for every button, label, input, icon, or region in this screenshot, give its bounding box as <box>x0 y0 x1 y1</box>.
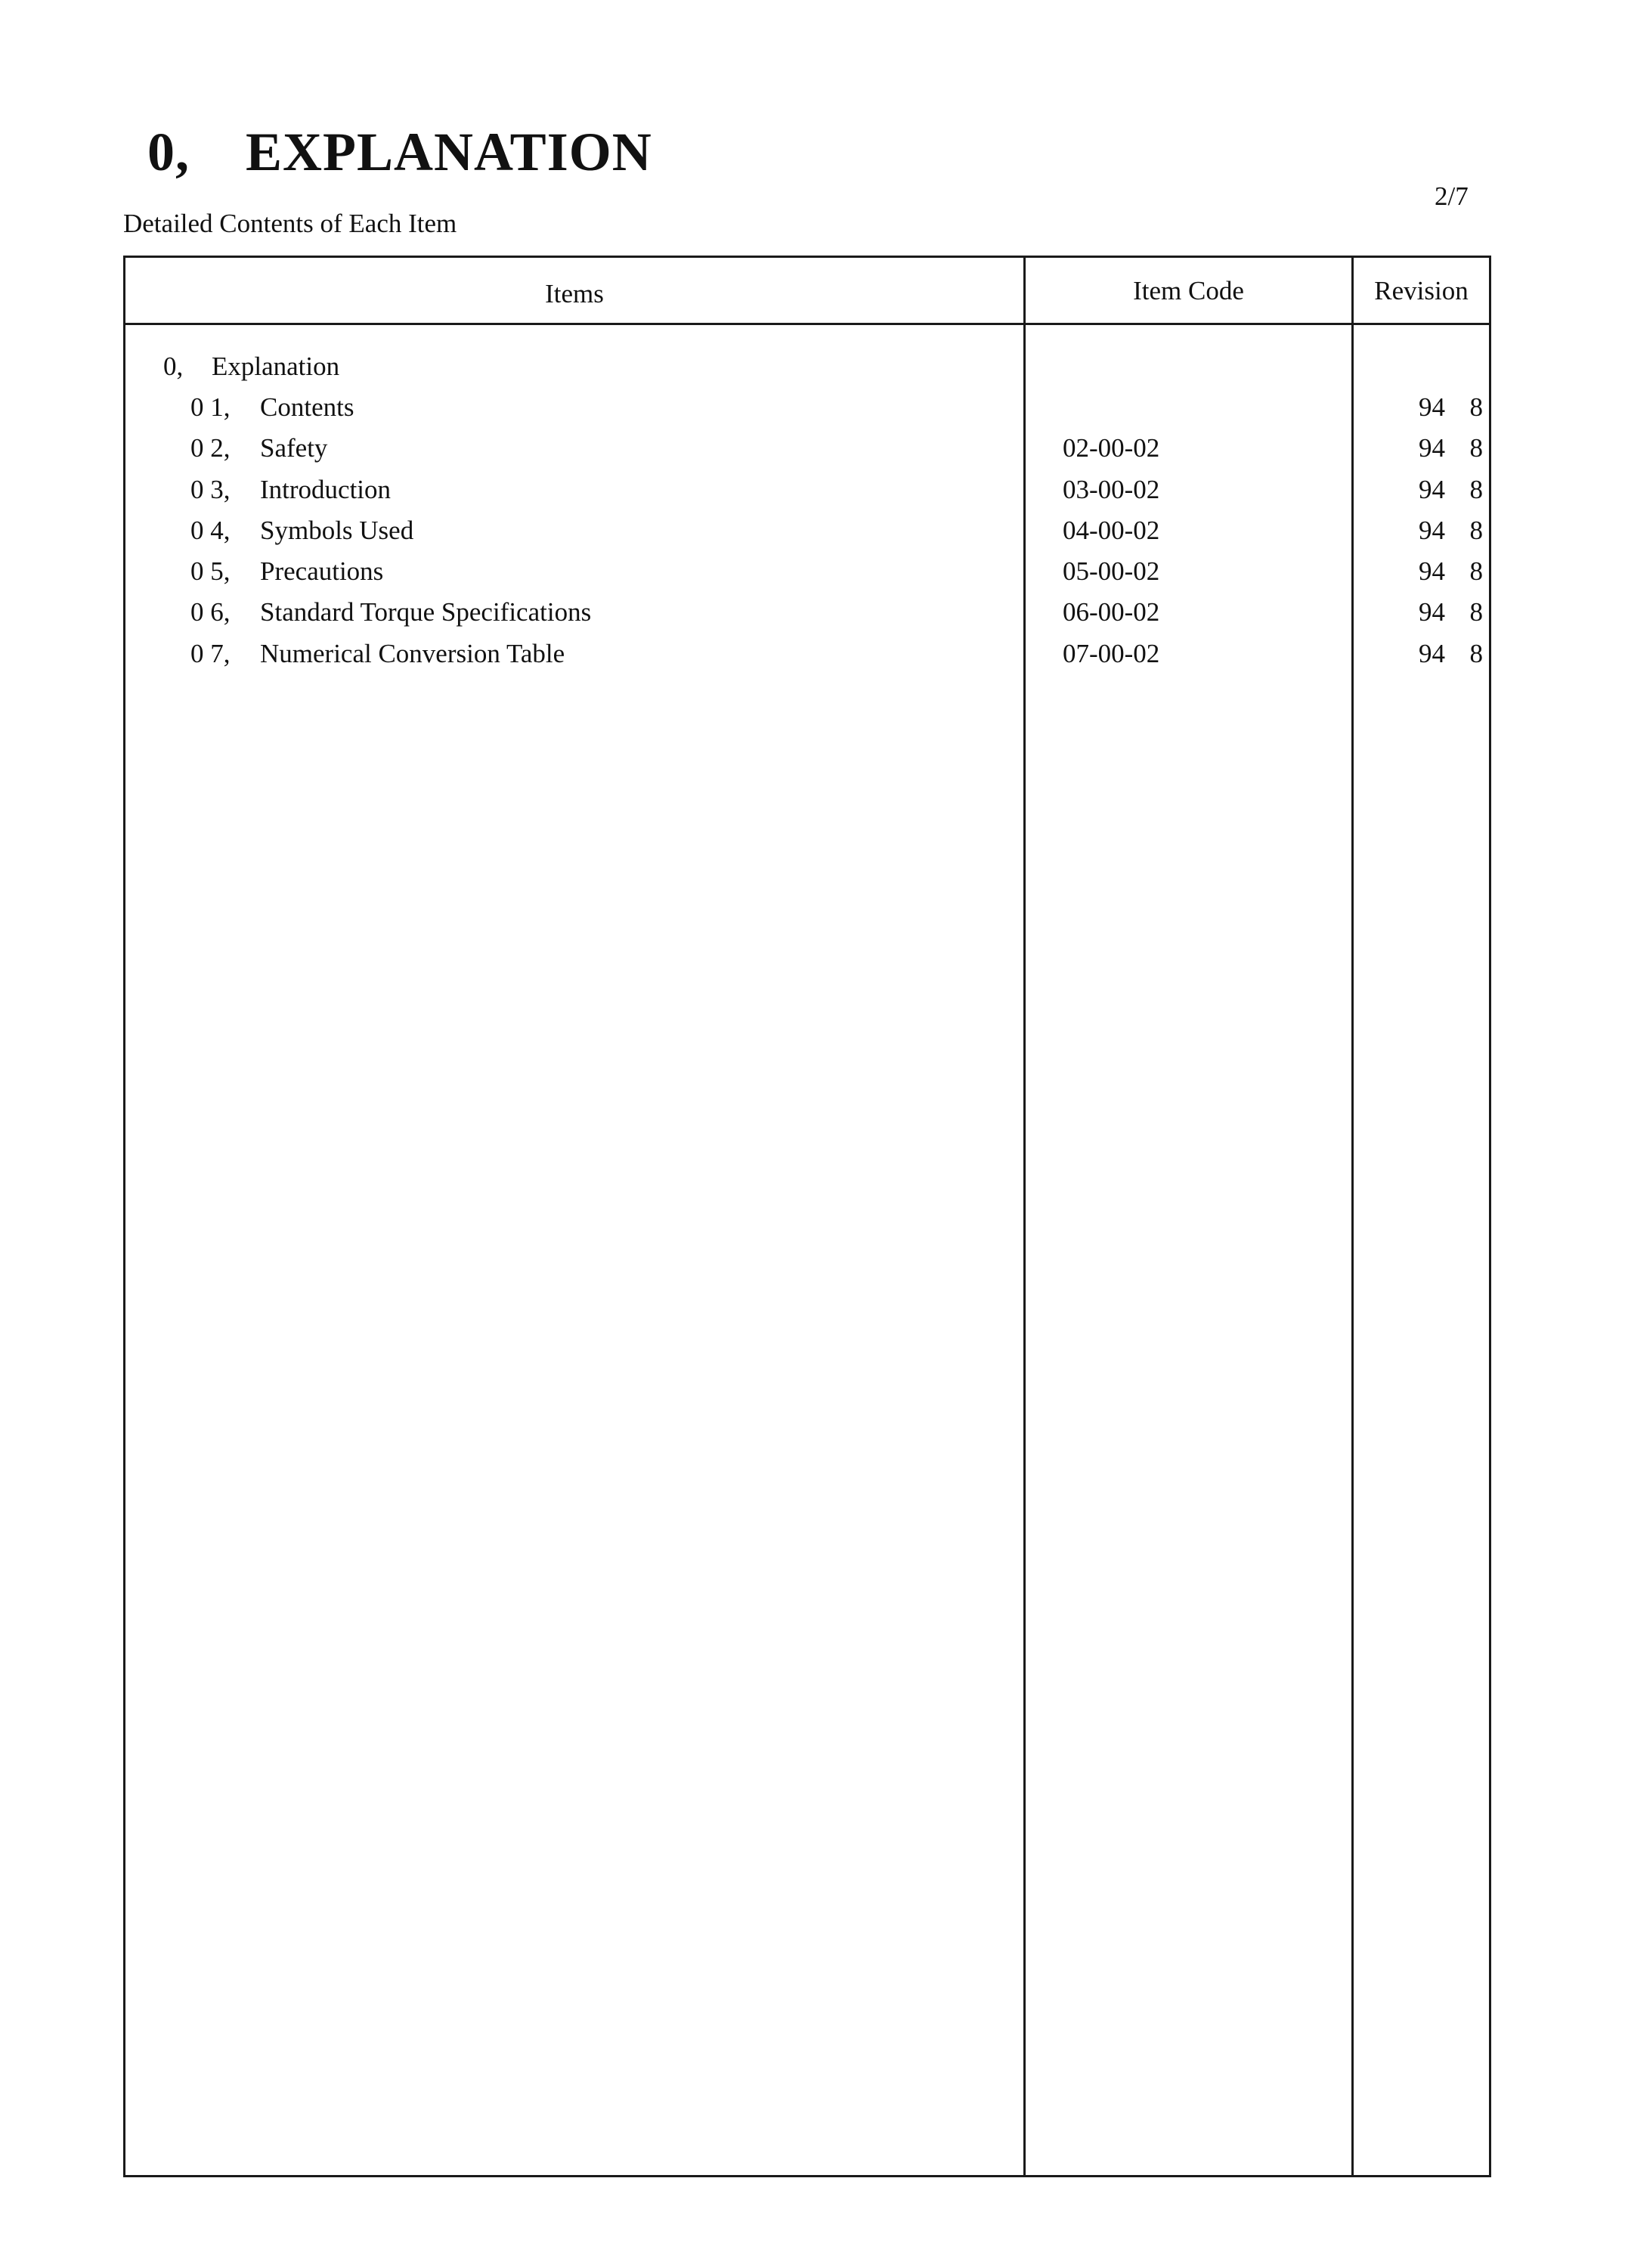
row-index: 0 5, <box>190 556 231 586</box>
row-revision-month: 8 <box>1469 475 1483 504</box>
row-item-code: 04-00-02 <box>1063 516 1160 545</box>
group-label: Explanation <box>212 352 340 381</box>
row-revision-year: 94 <box>1419 516 1445 545</box>
section-title-text: EXPLANATION <box>246 122 652 182</box>
page-subtitle: Detailed Contents of Each Item <box>123 209 457 238</box>
header-divider <box>125 323 1489 325</box>
row-item-code: 06-00-02 <box>1063 597 1160 627</box>
row-index: 0 2, <box>190 433 231 463</box>
table-row <box>125 392 1489 433</box>
row-index: 0 6, <box>190 597 231 627</box>
row-label: Numerical Conversion Table <box>260 639 565 668</box>
column-header-items: Items <box>545 279 604 308</box>
section-number: 0, <box>147 122 190 182</box>
row-index: 0 4, <box>190 516 231 545</box>
row-revision-month: 8 <box>1469 392 1483 422</box>
table-row <box>125 475 1489 516</box>
row-label: Contents <box>260 392 354 422</box>
table-row <box>125 639 1489 680</box>
row-item-code: 02-00-02 <box>1063 433 1160 463</box>
row-label: Standard Torque Specifications <box>260 597 592 627</box>
table-row <box>125 433 1489 474</box>
row-revision-year: 94 <box>1419 475 1445 504</box>
row-index: 0 1, <box>190 392 231 422</box>
row-item-code: 03-00-02 <box>1063 475 1160 504</box>
row-revision-month: 8 <box>1469 516 1483 545</box>
row-label: Symbols Used <box>260 516 414 545</box>
row-revision-year: 94 <box>1419 433 1445 463</box>
column-header-item-code: Item Code <box>1133 276 1244 305</box>
row-revision-month: 8 <box>1469 639 1483 668</box>
row-index: 0 7, <box>190 639 231 668</box>
row-index: 0 3, <box>190 475 231 504</box>
row-revision-month: 8 <box>1469 597 1483 627</box>
row-item-code: 07-00-02 <box>1063 639 1160 668</box>
row-label: Introduction <box>260 475 392 504</box>
row-label: Safety <box>260 433 328 463</box>
row-item-code: 05-00-02 <box>1063 556 1160 586</box>
row-revision-year: 94 <box>1419 556 1445 586</box>
row-revision-month: 8 <box>1469 433 1483 463</box>
row-revision-year: 94 <box>1419 597 1445 627</box>
table-row <box>125 556 1489 597</box>
table-row <box>125 597 1489 638</box>
section-title <box>147 121 652 184</box>
row-label: Precautions <box>260 556 384 586</box>
row-revision-year: 94 <box>1419 392 1445 422</box>
table-row <box>125 516 1489 556</box>
column-header-revision: Revision <box>1374 276 1469 305</box>
group-heading <box>163 352 339 382</box>
group-number: 0, <box>163 352 184 381</box>
contents-table <box>123 256 1491 2177</box>
page-number: 2/7 <box>1435 181 1469 211</box>
row-revision-year: 94 <box>1419 639 1445 668</box>
row-revision-month: 8 <box>1469 556 1483 586</box>
